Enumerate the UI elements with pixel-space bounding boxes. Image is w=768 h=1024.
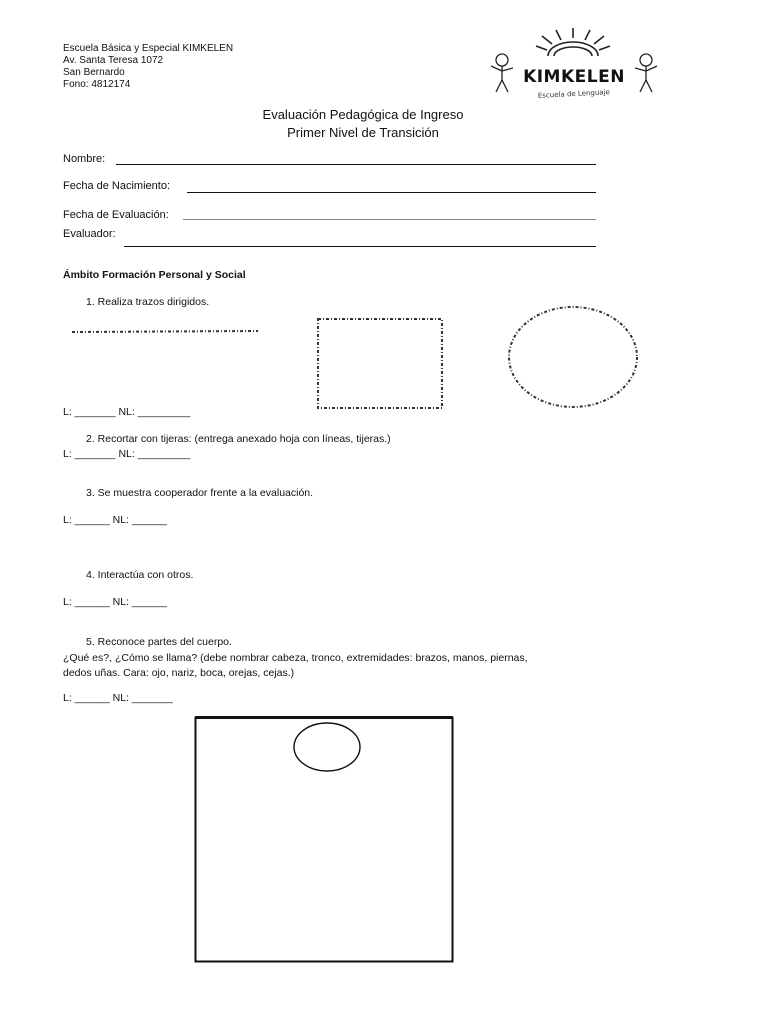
logo-brand: KIMKELEN — [523, 67, 625, 87]
question-5-score[interactable]: L: ______ NL: _______ — [63, 692, 173, 704]
question-4-score[interactable]: L: ______ NL: ______ — [63, 596, 167, 608]
field-label-evaluador: Evaluador: — [63, 228, 116, 240]
fecha-nacimiento-input-line[interactable] — [187, 192, 596, 193]
school-address: Av. Santa Teresa 1072 — [63, 55, 164, 66]
fecha-evaluacion-input-line[interactable] — [183, 219, 596, 220]
question-1-score[interactable]: L: _______ NL: _________ — [63, 406, 191, 418]
school-city: San Bernardo — [63, 67, 125, 78]
question-1: 1. Realiza trazos dirigidos. — [86, 296, 210, 308]
field-label-fecha-nacimiento: Fecha de Nacimiento: — [63, 180, 170, 192]
logo-tagline: Escuela de Lenguaje — [537, 88, 611, 100]
tracing-dotted-line — [72, 331, 258, 332]
nombre-input-line[interactable] — [116, 164, 596, 165]
field-label-nombre: Nombre: — [63, 153, 106, 165]
school-logo — [486, 26, 664, 102]
document-subtitle: Primer Nivel de Transición — [287, 125, 439, 140]
question-4: 4. Interactúa con otros. — [86, 569, 194, 581]
question-5: 5. Reconoce partes del cuerpo. — [86, 636, 232, 648]
field-label-fecha-evaluacion: Fecha de Evaluación: — [63, 209, 169, 221]
body-drawing-box — [194, 716, 456, 966]
tracing-dotted-square — [318, 319, 442, 408]
question-3-score[interactable]: L: ______ NL: ______ — [63, 514, 167, 526]
school-phone: Fono: 4812174 — [63, 79, 131, 90]
question-5-detail-line2: dedos uñas. Cara: ojo, nariz, boca, orejas, cejas.) — [63, 667, 295, 679]
evaluador-input-line[interactable] — [124, 246, 596, 247]
document-title: Evaluación Pedagógica de Ingreso — [262, 107, 464, 122]
question-2-score[interactable]: L: _______ NL: _________ — [63, 448, 191, 460]
question-2: 2. Recortar con tijeras: (entrega anexado hoja con líneas, tijeras.) — [86, 433, 391, 445]
section-title: Ámbito Formación Personal y Social — [63, 269, 246, 281]
child-right-icon — [635, 54, 657, 92]
tracing-dotted-circle — [509, 307, 637, 407]
school-name: Escuela Básica y Especial KIMKELEN — [63, 43, 234, 54]
child-left-icon — [491, 54, 513, 92]
sun-icon — [536, 28, 610, 56]
question-5-detail-line1: ¿Qué es?, ¿Cómo se llama? (debe nombrar cabeza, tronco, extremidades: brazos, manos, piernas, — [63, 652, 528, 664]
tracing-exercises — [60, 300, 660, 420]
question-3: 3. Se muestra cooperador frente a la evaluación. — [86, 487, 314, 499]
